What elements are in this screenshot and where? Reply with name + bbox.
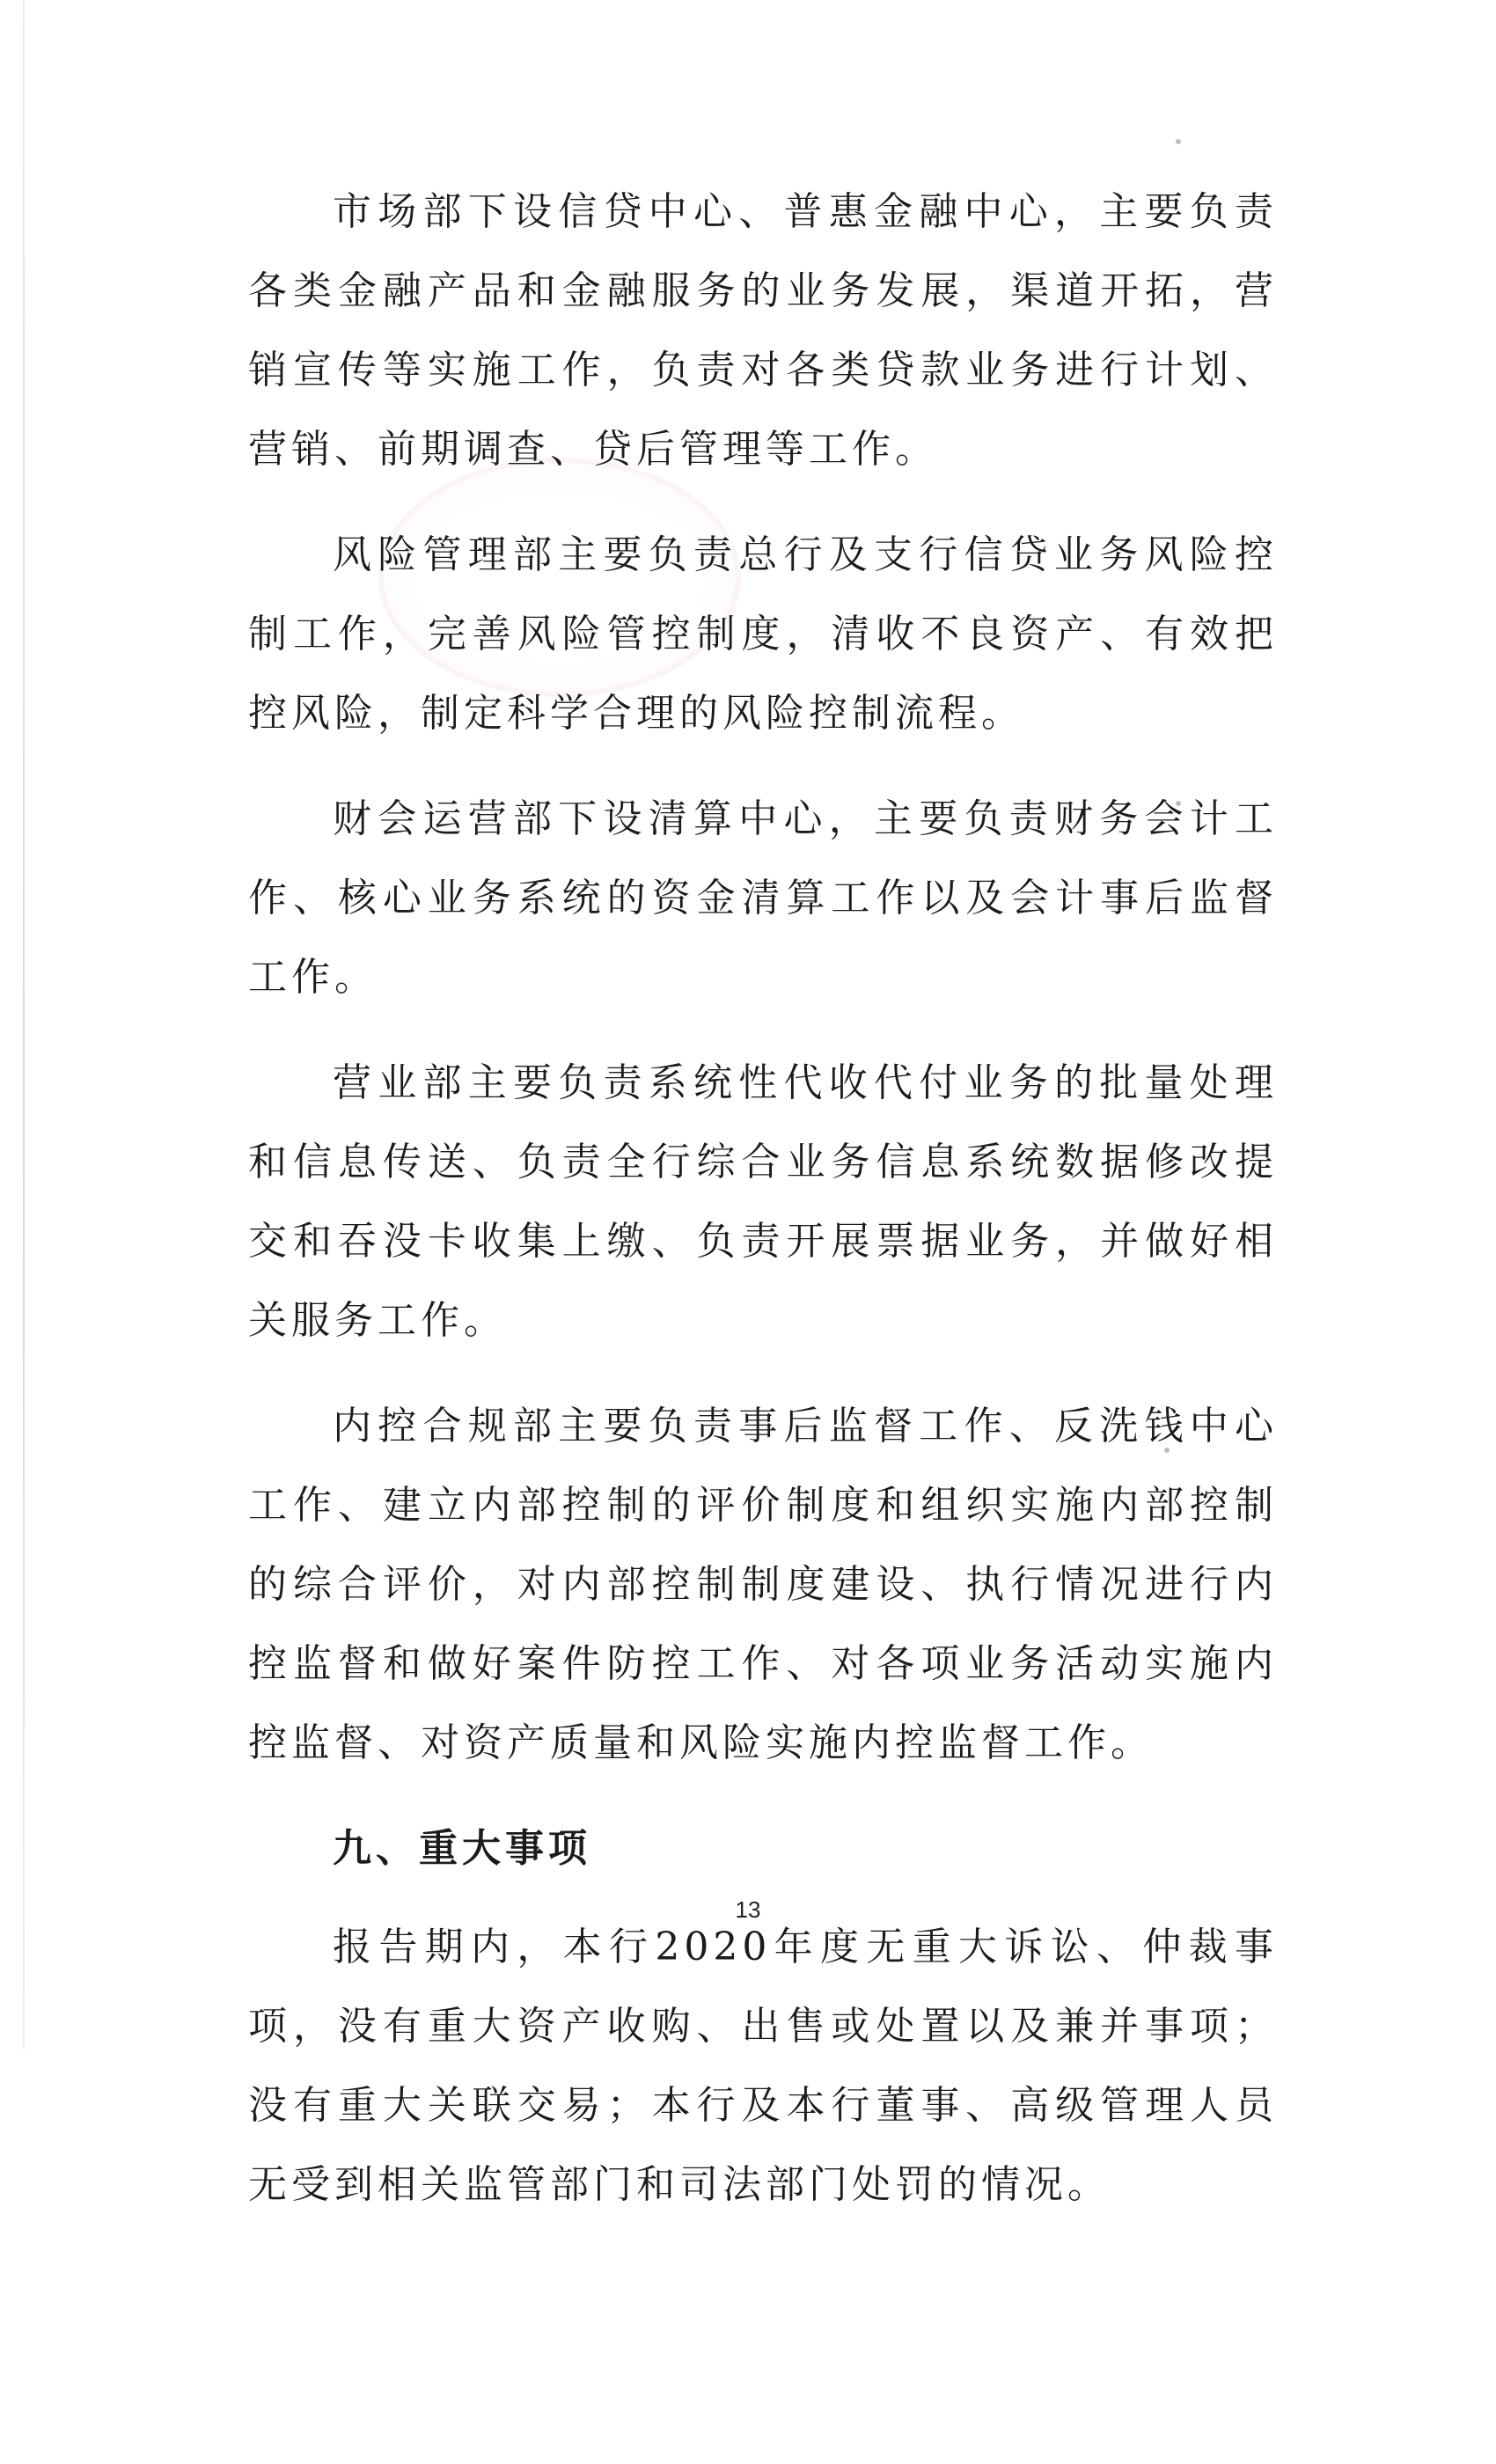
paragraph-internal-control-compliance-department: 内控合规部主要负责事后监督工作、反洗钱中心工作、建立内部控制的评价制度和组织实施内部控制的综合评价，对内部控制制度建设、执行情况进行内控监督和做好案件防控工作、对各项业务活动实施内控监督、对资产质量和风险实施内控监督工作。: [248, 1404, 1278, 1765]
section-heading-major-events: 九、重大事项: [333, 1826, 591, 1871]
paragraph-major-events: 报告期内，本行2020年度无重大诉讼、仲裁事项，没有重大资产收购、出售或处置以及兼并事项；没有重大关联交易；本行及本行董事、高级管理人员无受到相关监管部门和司法部门处罚的情况。: [248, 1925, 1278, 2207]
scan-speck: [1176, 139, 1181, 144]
page-number: 13: [735, 1896, 761, 1923]
paragraph-business-department: 营业部主要负责系统性代收代付业务的批量处理和信息传送、负责全行综合业务信息系统数据修改提交和吞没卡收集上缴、负责开展票据业务，并做好相关服务工作。: [248, 1060, 1278, 1343]
paragraph-risk-management-department: 风险管理部主要负责总行及支行信贷业务风险控制工作，完善风险管控制度，清收不良资产、有效把控风险，制定科学合理的风险控制流程。: [248, 532, 1278, 736]
scan-edge-shadow: [23, 0, 25, 2050]
paragraph-finance-operations-department: 财会运营部下设清算中心，主要负责财务会计工作、核心业务系统的资金清算工作以及会计事后监督工作。: [248, 796, 1278, 1000]
document-body: [248, 172, 1278, 2251]
paragraph-market-department: 市场部下设信贷中心、普惠金融中心，主要负责各类金融产品和金融服务的业务发展，渠道开拓，营销宣传等实施工作，负责对各类贷款业务进行计划、营销、前期调查、贷后管理等工作。: [248, 189, 1278, 472]
